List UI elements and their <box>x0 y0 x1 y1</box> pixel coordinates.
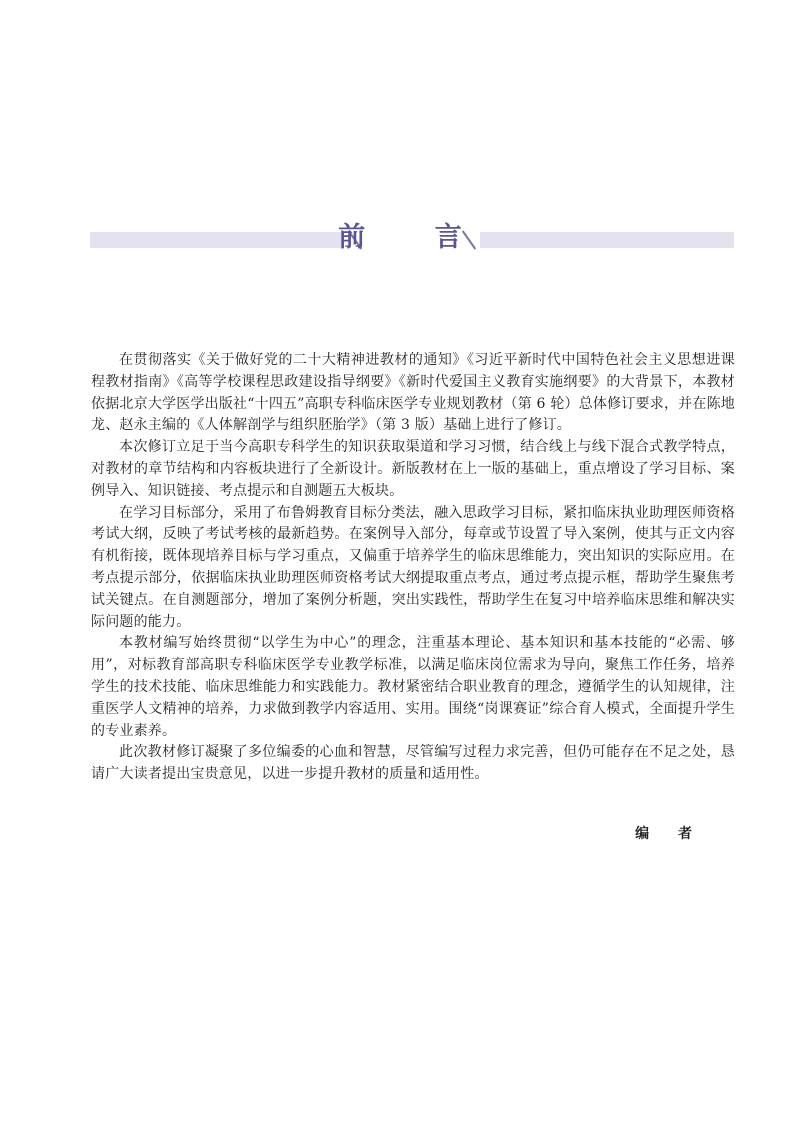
paragraph-5: 此次教材修订凝聚了多位编委的心血和智慧，尽管编写过程力求完善，但仍可能存在不足之处，恳请广大读者提出宝贵意见，以进一步提升教材的质量和适用性。 <box>91 744 735 783</box>
paragraph-2: 本次修订立足于当今高职专科学生的知识获取渠道和学习习惯，结合线上与线下混合式教学特点，对教材的章节结构和内容板块进行了全新设计。新版教材在上一版的基础上，重点增设了学习目标、案例导入、知识链接、考点提示和自测题五大板块。 <box>91 439 735 499</box>
page-title: 前 言 <box>338 222 492 253</box>
paragraph-4: 本教材编写始终贯彻“以学生为中心”的理念，注重基本理论、基本知识和基本技能的“必需、够用”，对标教育部高职专科临床医学专业教学标准，以满足临床岗位需求为导向，聚焦工作任务，培养学生的技术技能、临床思维能力和实践能力。教材紧密结合职业教育的理念，遵循学生的认知规律，注重医学人文精神的培养，力求做到教学内容适用、实用。围绕“岗课赛证”综合育人模式，全面提升学生的专业素养。 <box>91 635 735 739</box>
paragraph-3: 在学习目标部分，采用了布鲁姆教育目标分类法，融入思政学习目标，紧扣临床执业助理医师资格考试大纲，反映了考试考核的最新趋势。在案例导入部分，每章或节设置了导入案例，使其与正文内容有机衔接，既体现培养目标与学习重点，又偏重于培养学生的临床思维能力，突出知识的实际应用。在考点提示部分，依据临床执业助理医师资格考试大纲提取重点考点，通过考点提示框，帮助学生聚焦考试关键点。在自测题部分，增加了案例分析题，突出实践性，帮助学生在复习中培养临床思维和解决实际问题的能力。 <box>91 504 735 630</box>
signature: 编 者 <box>635 826 704 842</box>
heading-band-right <box>480 232 734 248</box>
paragraph-1: 在贯彻落实《关于做好党的二十大精神进教材的通知》《习近平新时代中国特色社会主义思想进课程教材指南》《高等学校课程思政建设指导纲要》《新时代爱国主义教育实施纲要》的大背景下，本教材依据北京大学医学出版社“十四五”高职专科临床医学专业规划教材（第 6 轮）总体修订要求，并在陈地龙、赵永主编的《人体解剖学与组织胚胎学》（第 3 版）基础上进行了修订。 <box>91 352 735 434</box>
preface-body <box>91 350 735 786</box>
